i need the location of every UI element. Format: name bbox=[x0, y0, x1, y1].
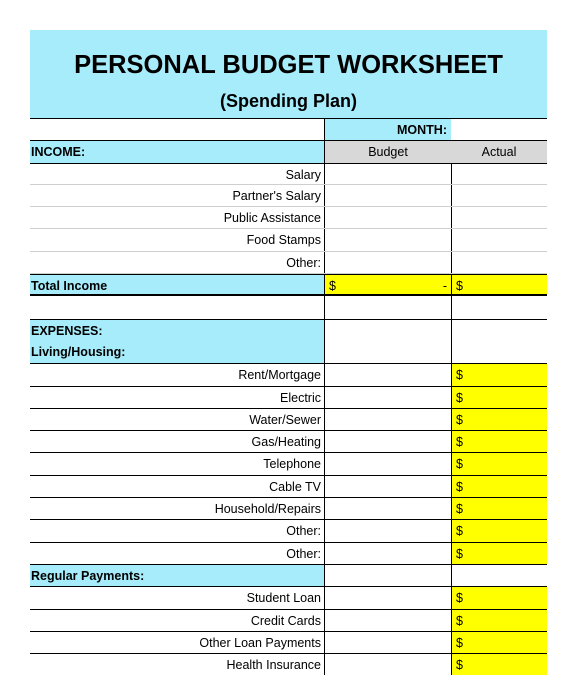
blank-cell bbox=[324, 565, 451, 586]
currency-symbol: $ bbox=[329, 279, 336, 294]
expense-item-label: Household/Repairs bbox=[214, 502, 321, 517]
blank-cell bbox=[451, 341, 547, 363]
worksheet-subtitle: (Spending Plan) bbox=[220, 91, 357, 111]
budget-cell[interactable] bbox=[324, 453, 451, 474]
month-label: MONTH: bbox=[324, 119, 451, 140]
total-income-actual[interactable] bbox=[451, 275, 547, 294]
total-income-budget[interactable] bbox=[324, 275, 451, 294]
budget-cell[interactable] bbox=[324, 364, 451, 385]
living-heading: Living/Housing: bbox=[30, 341, 324, 363]
blank-cell bbox=[451, 296, 547, 318]
living-heading-row bbox=[30, 341, 547, 363]
actual-cell[interactable] bbox=[451, 520, 547, 541]
actual-cell[interactable] bbox=[451, 610, 547, 631]
currency-symbol: $ bbox=[456, 479, 463, 494]
expense-row bbox=[30, 586, 547, 608]
actual-cell[interactable] bbox=[451, 185, 547, 206]
income-item-label: Partner's Salary bbox=[232, 188, 321, 203]
currency-symbol: $ bbox=[456, 435, 463, 450]
worksheet-title: PERSONAL BUDGET WORKSHEET bbox=[74, 51, 503, 79]
expense-item-label: Student Loan bbox=[246, 591, 321, 606]
expense-item-label: Other: bbox=[286, 524, 321, 539]
budget-cell[interactable] bbox=[324, 185, 451, 206]
currency-symbol: $ bbox=[456, 546, 463, 561]
budget-cell[interactable] bbox=[324, 543, 451, 564]
blank-cell bbox=[451, 320, 547, 341]
budget-cell[interactable] bbox=[324, 610, 451, 631]
actual-cell[interactable] bbox=[451, 229, 547, 250]
currency-symbol: $ bbox=[456, 412, 463, 427]
expense-item-label: Health Insurance bbox=[226, 658, 321, 673]
actual-cell[interactable] bbox=[451, 431, 547, 452]
expense-item-label: Telephone bbox=[263, 457, 321, 472]
income-item-label: Other: bbox=[286, 255, 321, 270]
blank-row bbox=[30, 296, 547, 318]
actual-cell[interactable] bbox=[451, 252, 547, 273]
budget-column-header: Budget bbox=[324, 141, 451, 162]
expense-item-label: Other Loan Payments bbox=[199, 635, 321, 650]
blank-cell bbox=[324, 320, 451, 341]
total-income-row bbox=[30, 274, 547, 296]
expense-row bbox=[30, 408, 547, 430]
expense-row bbox=[30, 363, 547, 385]
regular-heading: Regular Payments: bbox=[30, 565, 324, 586]
expense-row bbox=[30, 475, 547, 497]
budget-worksheet bbox=[30, 30, 547, 675]
income-heading: INCOME: bbox=[30, 141, 324, 162]
expense-row bbox=[30, 653, 547, 675]
month-input[interactable] bbox=[451, 119, 547, 140]
budget-cell[interactable] bbox=[324, 164, 451, 184]
expenses-heading: EXPENSES: bbox=[30, 320, 324, 341]
actual-cell[interactable] bbox=[451, 409, 547, 430]
income-header-row bbox=[30, 140, 547, 162]
expense-item-label: Gas/Heating bbox=[251, 435, 321, 450]
currency-symbol: $ bbox=[456, 635, 463, 650]
currency-symbol: $ bbox=[456, 591, 463, 606]
income-item-label: Salary bbox=[285, 167, 321, 182]
currency-symbol: $ bbox=[456, 368, 463, 383]
actual-cell[interactable] bbox=[451, 476, 547, 497]
blank-cell bbox=[324, 296, 451, 318]
budget-cell[interactable] bbox=[324, 431, 451, 452]
budget-cell[interactable] bbox=[324, 387, 451, 408]
expense-item-label: Electric bbox=[280, 390, 321, 405]
dash-value: - bbox=[442, 279, 447, 294]
actual-cell[interactable] bbox=[451, 587, 547, 608]
expense-row bbox=[30, 519, 547, 541]
expense-item-label: Rent/Mortgage bbox=[238, 368, 321, 383]
blank-cell bbox=[451, 565, 547, 586]
income-item-label: Food Stamps bbox=[246, 233, 321, 248]
expense-row bbox=[30, 430, 547, 452]
expenses-heading-row bbox=[30, 319, 547, 341]
currency-symbol: $ bbox=[456, 524, 463, 539]
actual-cell[interactable] bbox=[451, 387, 547, 408]
actual-cell[interactable] bbox=[451, 364, 547, 385]
actual-cell[interactable] bbox=[451, 498, 547, 519]
actual-cell[interactable] bbox=[451, 453, 547, 474]
currency-symbol: $ bbox=[456, 613, 463, 628]
income-row bbox=[30, 207, 547, 229]
currency-symbol: $ bbox=[456, 658, 463, 673]
budget-cell[interactable] bbox=[324, 476, 451, 497]
total-income-label: Total Income bbox=[30, 275, 324, 294]
income-row bbox=[30, 163, 547, 185]
budget-cell[interactable] bbox=[324, 520, 451, 541]
budget-cell[interactable] bbox=[324, 207, 451, 228]
currency-symbol: $ bbox=[456, 457, 463, 472]
actual-column-header: Actual bbox=[451, 141, 547, 162]
budget-cell[interactable] bbox=[324, 498, 451, 519]
expense-item-label: Water/Sewer bbox=[249, 412, 321, 427]
actual-cell[interactable] bbox=[451, 207, 547, 228]
expense-row bbox=[30, 542, 547, 564]
budget-cell[interactable] bbox=[324, 229, 451, 250]
income-row bbox=[30, 252, 547, 274]
actual-cell[interactable] bbox=[451, 164, 547, 184]
month-row bbox=[30, 118, 547, 140]
blank-cell bbox=[324, 341, 451, 363]
expense-row bbox=[30, 386, 547, 408]
expense-row bbox=[30, 609, 547, 631]
income-row bbox=[30, 229, 547, 251]
budget-cell[interactable] bbox=[324, 252, 451, 273]
currency-symbol: $ bbox=[456, 390, 463, 405]
currency-symbol: $ bbox=[456, 279, 463, 294]
expense-row bbox=[30, 497, 547, 519]
budget-cell[interactable] bbox=[324, 409, 451, 430]
expense-row bbox=[30, 631, 547, 653]
actual-cell[interactable] bbox=[451, 543, 547, 564]
regular-heading-row bbox=[30, 564, 547, 586]
actual-cell[interactable] bbox=[451, 632, 547, 653]
worksheet-header bbox=[30, 30, 547, 118]
expense-item-label: Other: bbox=[286, 546, 321, 561]
income-item-label: Public Assistance bbox=[223, 211, 321, 226]
currency-symbol: $ bbox=[456, 502, 463, 517]
expense-item-label: Credit Cards bbox=[250, 613, 321, 628]
blank-cell bbox=[30, 296, 324, 318]
income-row bbox=[30, 185, 547, 207]
expense-row bbox=[30, 452, 547, 474]
budget-cell[interactable] bbox=[324, 654, 451, 675]
actual-cell[interactable] bbox=[451, 654, 547, 675]
budget-cell[interactable] bbox=[324, 632, 451, 653]
budget-cell[interactable] bbox=[324, 587, 451, 608]
month-spacer bbox=[30, 119, 324, 140]
expense-item-label: Cable TV bbox=[269, 479, 321, 494]
